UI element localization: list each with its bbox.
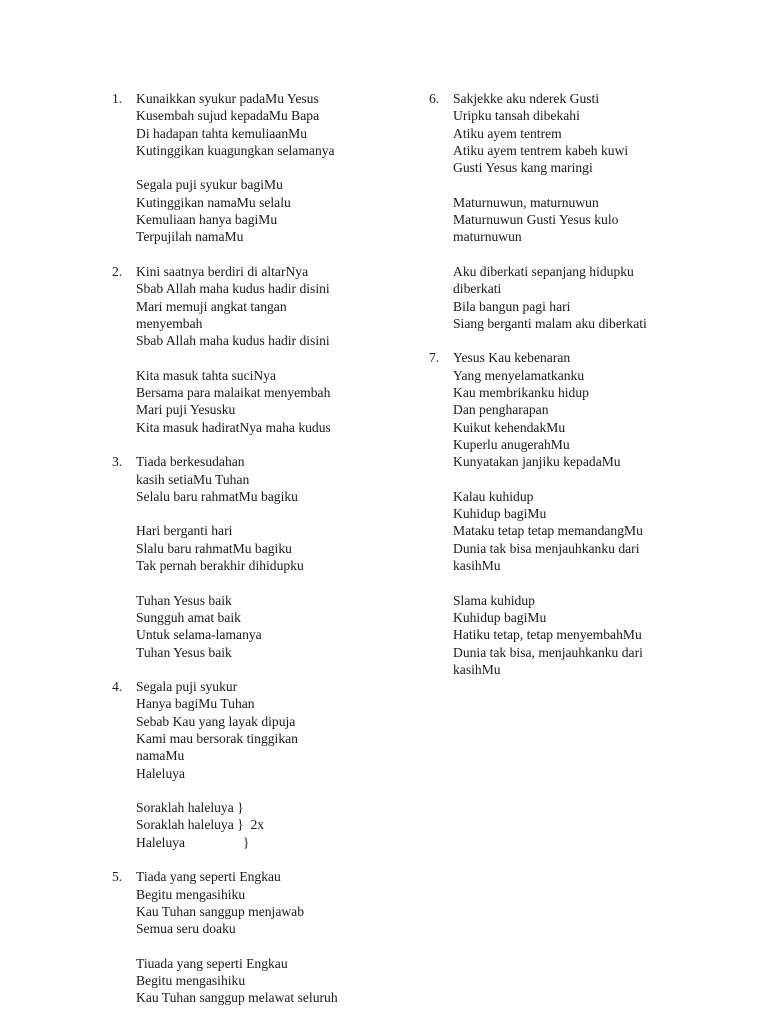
stanza [136, 176, 402, 245]
song-number: 3. [112, 454, 123, 470]
song-2 [112, 263, 402, 436]
song-number: 4. [112, 679, 123, 695]
lyric-line: Tak pernah berakhir dihidupku [136, 558, 304, 574]
lyric-line: Soraklah haleluya } 2x [136, 817, 265, 833]
stanza [136, 592, 402, 661]
right-column [429, 90, 719, 695]
lyric-line: Tiuada yang seperti Engkau [136, 955, 288, 971]
lyric-line: Kuhidup bagiMu [453, 506, 547, 522]
lyric-line: kasih setiaMu Tuhan [136, 471, 250, 487]
stanza [136, 799, 402, 851]
lyric-line: Gusti Yesus kang maringi [453, 160, 593, 176]
lyric-line: Begitu mengasihiku [136, 886, 246, 902]
lyric-line: Semua seru doaku [136, 921, 236, 937]
lyric-line: Slama kuhidup [453, 592, 535, 608]
stanza [453, 263, 719, 332]
lyric-line: Sungguh amat baik [136, 609, 241, 625]
lyric-line: Bersama para malaikat menyembah [136, 385, 331, 401]
stanza [136, 263, 402, 349]
lyric-line: Kutinggikan namaMu selalu [136, 194, 291, 210]
lyric-line: Sbab Allah maha kudus hadir disini [136, 281, 330, 297]
lyric-line: Tuhan Yesus baik [136, 592, 232, 608]
lyric-line: Kuhidup bagiMu [453, 609, 547, 625]
lyric-line: Segala puji syukur bagiMu [136, 177, 283, 193]
lyric-line: kasihMu [453, 558, 501, 574]
lyric-line: Tiada berkesudahan [136, 454, 245, 470]
stanza [136, 678, 402, 782]
lyric-line: Kita masuk hadiratNya maha kudus [136, 419, 331, 435]
song-number: 2. [112, 263, 123, 279]
lyric-line: Kunyatakan janjiku kepadaMu [453, 454, 621, 470]
lyric-line: Sebab Kau yang layak dipuja [136, 713, 296, 729]
lyric-line: Kau Tuhan sanggup melawat seluruh [136, 990, 338, 1006]
lyric-line: menyembah [136, 315, 203, 331]
lyric-line: Kini saatnya berdiri di altarNya [136, 263, 309, 279]
stanza [136, 955, 402, 1007]
lyric-line: Terpujilah namaMu [136, 229, 244, 245]
stanza [453, 592, 719, 678]
lyric-line: Kau membrikanku hidup [453, 385, 589, 401]
stanza [136, 868, 402, 937]
lyric-line: Tuhan Yesus baik [136, 644, 232, 660]
stanza [136, 367, 402, 436]
song-number: 7. [429, 350, 440, 366]
song-7 [429, 349, 719, 678]
lyric-line: Maturnuwun Gusti Yesus kulo [453, 212, 619, 228]
lyric-line: Kita masuk tahta suciNya [136, 367, 277, 383]
lyric-line: Uripku tansah dibekahi [453, 108, 580, 124]
stanza [453, 90, 719, 176]
stanza [453, 349, 719, 470]
lyric-line: Slalu baru rahmatMu bagiku [136, 540, 292, 556]
lyric-line: Atiku ayem tentrem [453, 125, 562, 141]
lyric-line: Kalau kuhidup [453, 488, 534, 504]
lyric-line: Bila bangun pagi hari [453, 298, 571, 314]
lyric-line: Kusembah sujud kepadaMu Bapa [136, 108, 320, 124]
lyric-line: Tiada yang seperti Engkau [136, 869, 281, 885]
song-6 [429, 90, 719, 332]
lyric-line: maturnuwun [453, 229, 522, 245]
lyric-line: Yesus Kau kebenaran [453, 350, 571, 366]
song-5 [112, 868, 402, 1006]
lyric-line: kasihMu [453, 661, 501, 677]
stanza [136, 522, 402, 574]
stanza [453, 194, 719, 246]
lyric-line: Kunaikkan syukur padaMu Yesus [136, 91, 319, 106]
lyric-line: Mari memuji angkat tangan [136, 298, 287, 314]
lyric-line: Haleluya [136, 765, 186, 781]
song-3 [112, 453, 402, 661]
lyric-line: Begitu mengasihiku [136, 973, 246, 989]
lyric-line: Segala puji syukur [136, 679, 238, 695]
lyric-line: Sbab Allah maha kudus hadir disini [136, 333, 330, 349]
lyric-line: Selalu baru rahmatMu bagiku [136, 488, 298, 504]
stanza [136, 90, 402, 159]
lyric-line: diberkati [453, 281, 502, 297]
lyric-line: Dunia tak bisa menjauhkanku dari [453, 540, 640, 556]
lyric-line: Atiku ayem tentrem kabeh kuwi [453, 142, 629, 158]
lyric-line: Mataku tetap tetap memandangMu [453, 523, 643, 539]
song-1 [112, 90, 402, 246]
lyric-line: Aku diberkati sepanjang hidupku [453, 263, 634, 279]
lyric-line: Haleluya } [136, 834, 250, 850]
song-4 [112, 678, 402, 851]
lyric-line: Yang menyelamatkanku [453, 367, 585, 383]
lyric-line: Untuk selama-lamanya [136, 627, 262, 643]
lyric-line: Hatiku tetap, tetap menyembahMu [453, 627, 642, 643]
song-number: 6. [429, 91, 440, 106]
lyric-line: Dunia tak bisa, menjauhkanku dari [453, 644, 643, 660]
lyric-line: Kuperlu anugerahMu [453, 436, 570, 452]
lyric-line: Kami mau bersorak tinggikan [136, 730, 298, 746]
song-number: 1. [112, 91, 123, 106]
lyric-line: Mari puji Yesusku [136, 402, 236, 418]
lyric-line: Kutinggikan kuagungkan selamanya [136, 142, 335, 158]
stanza [453, 488, 719, 574]
lyric-line: Siang berganti malam aku diberkati [453, 315, 647, 331]
lyric-line: Hari berganti hari [136, 523, 233, 539]
stanza [136, 453, 402, 505]
lyric-line: Soraklah haleluya } [136, 800, 244, 816]
lyric-line: Dan pengharapan [453, 402, 549, 418]
lyric-line: namaMu [136, 748, 185, 764]
lyric-line: Di hadapan tahta kemuliaanMu [136, 125, 307, 141]
left-column [112, 90, 402, 1024]
lyric-line: Kau Tuhan sanggup menjawab [136, 903, 305, 919]
lyric-line: Kemuliaan hanya bagiMu [136, 212, 278, 228]
lyric-line: Hanya bagiMu Tuhan [136, 696, 255, 712]
lyric-line: Kuikut kehendakMu [453, 419, 566, 435]
lyric-line: Sakjekke aku nderek Gusti [453, 91, 600, 106]
lyric-line: Maturnuwun, maturnuwun [453, 194, 599, 210]
song-number: 5. [112, 869, 123, 885]
